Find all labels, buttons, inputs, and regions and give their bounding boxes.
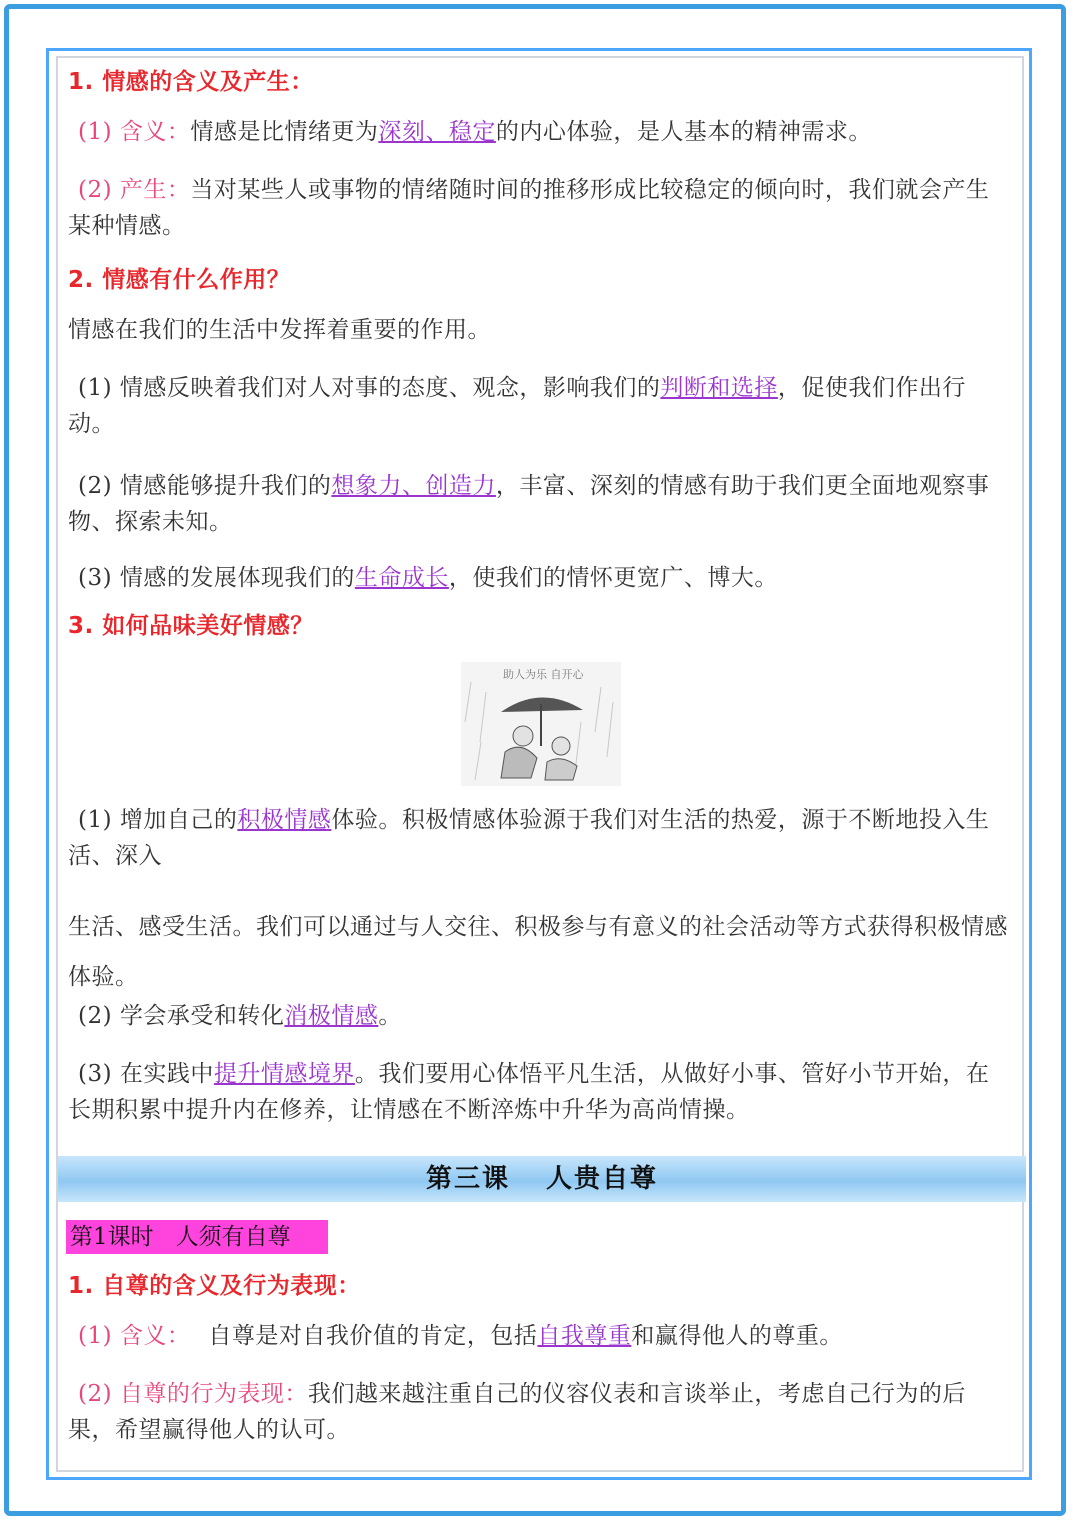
item-text: (2) 学会承受和转化 [78,1003,285,1029]
section3-item1 [68,802,1008,874]
section1-item2 [68,172,1008,244]
section4-heading: 1. 自尊的含义及行为表现： [68,1273,361,1299]
item-text: 。 [378,1003,402,1029]
item-text: (2) 情感能够提升我们的 [78,473,332,499]
keyword: 判断和选择 [660,375,778,401]
item-label: (2) 产生： [78,177,191,203]
item-text: (3) 情感的发展体现我们的 [78,565,355,591]
illustration-caption: 助人为乐 自开心 [503,668,584,681]
period-tag [66,1220,328,1254]
item-text: ，促使我们作出行动。 [68,375,966,437]
item-text: 自尊是对自我价值的肯定，包括 [208,1323,538,1349]
keyword: 生命成长 [354,565,449,591]
section1-item1 [68,114,1018,150]
figure-head-right [552,737,570,755]
section4-item1 [68,1318,1018,1354]
lesson-banner [58,1156,1026,1202]
keyword: 消极情感 [284,1003,379,1029]
umbrella-illustration [461,662,621,786]
item-text: 的内心体验，是人基本的精神需求。 [495,119,872,145]
keyword: 自我尊重 [537,1323,632,1349]
item-label: (1) 含义： [78,1323,191,1349]
item-label: (2) 自尊的行为表现： [78,1381,308,1407]
section2-item1 [68,370,1008,442]
section1-heading: 1. 情感的含义及产生： [68,69,314,95]
item-text: 和赢得他人的尊重。 [631,1323,843,1349]
section3-item1-cont: 生活、感受生活。我们可以通过与人交往、积极参与有意义的社会活动等方式获得积极情感体验。 [68,914,1008,990]
item-text: (1) 情感反映着我们对人对事的态度、观念，影响我们的 [78,375,661,401]
period-title: 人须有自尊 [175,1224,291,1250]
item-text: ，使我们的情怀更宽广、博大。 [448,565,778,591]
item-label: (1) 含义： [78,119,191,145]
item-text: 。我们要用心体悟平凡生活，从做好小事、管好小节开始，在长期积累中提升内在修养，让情感在不断淬炼中升华为高尚情操。 [68,1061,990,1123]
lesson-number: 第三课 [425,1164,510,1194]
item-text: ，丰富、深刻的情感有助于我们更全面地观察事物、探索未知。 [68,473,990,535]
item-text: 体验。积极情感体验源于我们对生活的热爱，源于不断地投入生活、深入 [68,807,990,869]
item-text: 我们越来越注重自己的仪容仪表和言谈举止，考虑自己行为的后果，希望赢得他人的认可。 [68,1381,966,1443]
section3-item2 [68,998,1008,1034]
section2-heading: 2. 情感有什么作用？ [68,267,291,293]
section3-item3 [68,1056,1008,1128]
item-text: 情感是比情绪更为 [190,119,379,145]
section4-item2 [68,1376,1008,1448]
item-text: (3) 在实践中 [78,1061,214,1087]
lesson-title: 人贵自尊 [546,1164,659,1194]
figure-head-left [513,726,533,746]
keyword: 想象力、创造力 [331,473,496,499]
section2-intro: 情感在我们的生活中发挥着重要的作用。 [68,317,491,343]
item-text: 当对某些人或事物的情绪随时间的推移形成比较稳定的倾向时，我们就会产生某种情感。 [68,177,990,239]
period-number: 第1课时 [70,1224,154,1250]
section2-item2 [68,468,1008,540]
section3-heading: 3. 如何品味美好情感？ [68,613,314,639]
section2-item3 [68,560,1008,596]
keyword: 深刻、稳定 [378,119,496,145]
item-text: (1) 增加自己的 [78,807,238,833]
keyword: 积极情感 [237,807,332,833]
keyword: 提升情感境界 [213,1061,355,1087]
